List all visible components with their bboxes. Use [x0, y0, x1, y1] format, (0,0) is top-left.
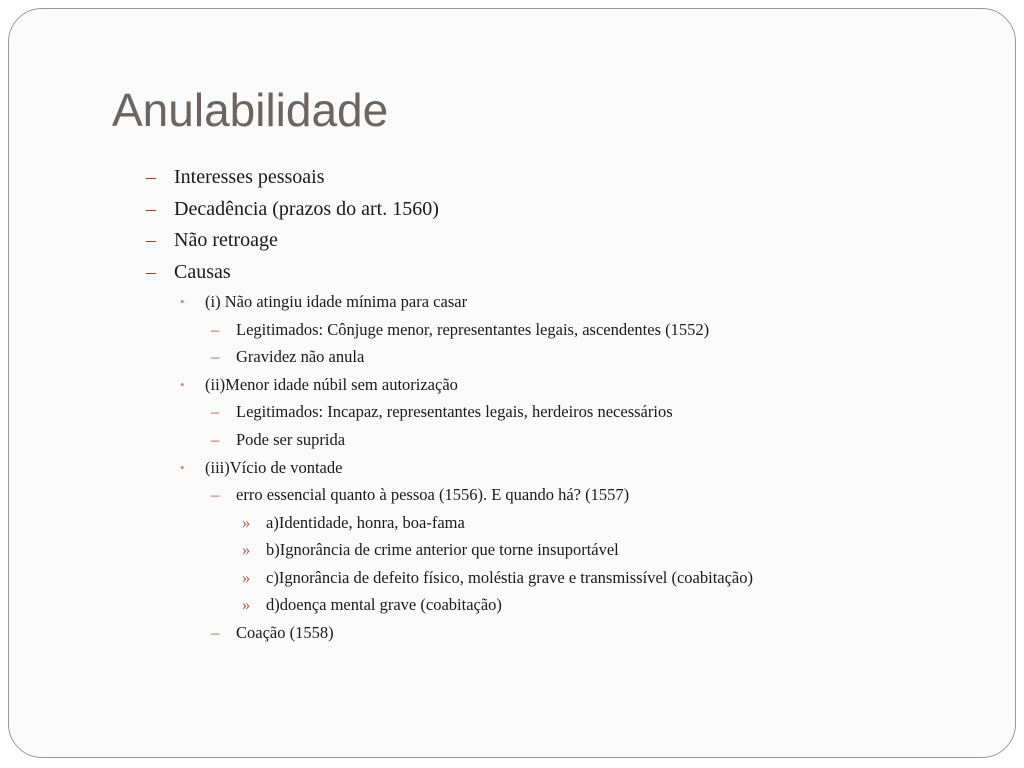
- bullet-erro-a: [242, 513, 465, 533]
- bullet-causa-iii: [180, 458, 343, 478]
- bullet-pode-ser-suprida: [211, 430, 346, 450]
- bullet-text: Legitimados: Cônjuge menor, representantes legais, ascendentes (1552): [236, 320, 710, 339]
- slide-title: Anulabilidade: [112, 84, 389, 136]
- chevron-marker: »: [242, 513, 251, 532]
- dash-marker: –: [211, 623, 220, 642]
- bullet-text: Gravidez não anula: [236, 347, 365, 366]
- bullet-text: Interesses pessoais: [174, 166, 325, 188]
- bullet-text: Coação (1558): [236, 623, 334, 642]
- bullet-text: (ii)Menor idade núbil sem autorização: [205, 375, 458, 394]
- dash-marker: –: [211, 430, 220, 449]
- dash-marker: –: [146, 229, 156, 251]
- bullet-text: a)Identidade, honra, boa-fama: [266, 513, 465, 532]
- bullet-causa-i: [180, 292, 468, 312]
- bullet-text: Decadência (prazos do art. 1560): [174, 198, 439, 220]
- dash-marker: –: [211, 402, 220, 421]
- bullet-erro-essencial: [211, 485, 630, 505]
- bullet-text: d)doença mental grave (coabitação): [266, 595, 502, 614]
- bullet-decadencia: [146, 198, 439, 221]
- bullet-text: Legitimados: Incapaz, representantes legais, herdeiros necessários: [236, 402, 673, 421]
- dash-marker: –: [211, 347, 220, 366]
- bullet-erro-b: [242, 540, 619, 560]
- bullet-erro-c: [242, 568, 753, 588]
- dot-marker: •: [180, 460, 185, 475]
- dash-marker: –: [146, 198, 156, 220]
- bullet-causas: [146, 261, 231, 284]
- bullet-text: c)Ignorância de defeito físico, moléstia grave e transmissível (coabitação): [266, 568, 753, 587]
- bullet-interesses-pessoais: [146, 166, 325, 189]
- dash-marker: –: [146, 166, 156, 188]
- bullet-gravidez: [211, 347, 365, 367]
- dash-marker: –: [211, 320, 220, 339]
- bullet-legitimados-i: [211, 320, 710, 340]
- bullet-nao-retroage: [146, 229, 278, 252]
- bullet-text: (iii)Vício de vontade: [205, 458, 343, 477]
- bullet-causa-ii: [180, 375, 458, 395]
- dash-marker: –: [211, 485, 220, 504]
- chevron-marker: »: [242, 568, 251, 587]
- dot-marker: •: [180, 294, 185, 309]
- chevron-marker: »: [242, 540, 251, 559]
- dot-marker: •: [180, 377, 185, 392]
- bullet-text: Não retroage: [174, 229, 278, 251]
- dash-marker: –: [146, 261, 156, 283]
- bullet-legitimados-ii: [211, 402, 673, 422]
- bullet-text: Causas: [174, 261, 231, 283]
- bullet-text: (i) Não atingiu idade mínima para casar: [205, 292, 468, 311]
- bullet-text: b)Ignorância de crime anterior que torne insuportável: [266, 540, 619, 559]
- bullet-coacao: [211, 623, 334, 643]
- bullet-text: erro essencial quanto à pessoa (1556). E quando há? (1557): [236, 485, 630, 504]
- bullet-text: Pode ser suprida: [236, 430, 346, 449]
- bullet-erro-d: [242, 595, 502, 615]
- chevron-marker: »: [242, 595, 251, 614]
